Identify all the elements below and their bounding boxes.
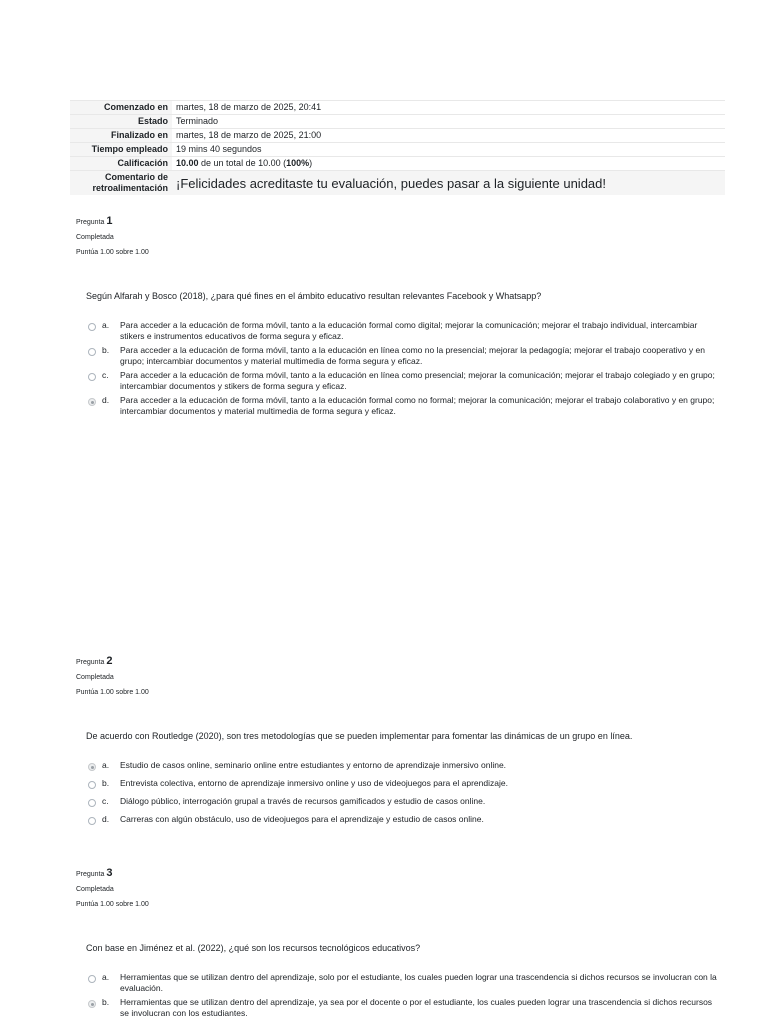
option-text: Herramientas que se utilizan dentro del aprendizaje, ya sea por el docente o por el estudiante, los cuales pueden lograr una trascendencia si dichos recursos se involucran con los estudiantes. — [120, 997, 713, 1018]
radio-button[interactable] — [88, 323, 96, 331]
summary-label: Calificación — [70, 157, 172, 171]
answer-option[interactable] — [88, 778, 718, 789]
summary-value: martes, 18 de marzo de 2025, 20:41 — [172, 101, 725, 115]
option-text: Para acceder a la educación de forma móvil, tanto a la educación formal como no formal; mejorar la comunicación; mejorar el trabajo colaborativo y en grupo; intercambiar documentos y material multimedia de forma segura y eficaz. — [120, 395, 715, 416]
option-text: Para acceder a la educación de forma móvil, tanto a la educación en línea como presencial; mejorar la comunicación; mejorar el trabajo colegiado y en grupo; intercambiar documentos y stikers de forma segura y eficaz. — [120, 370, 715, 391]
option-text: Para acceder a la educación de forma móvil, tanto a la educación formal como digital; mejorar la comunicación; mejorar el trabajo individual, intercambiar stikers e instrumentos educativos de forma segura y eficaz. — [120, 320, 698, 341]
option-letter: a. — [102, 760, 110, 770]
option-letter: d. — [102, 814, 110, 824]
option-letter: b. — [102, 778, 110, 788]
question-prefix: Pregunta — [76, 659, 105, 666]
question-text: Con base en Jiménez et al. (2022), ¿qué son los recursos tecnológicos educativos? — [86, 943, 421, 953]
question-state: Completada — [76, 674, 114, 681]
answer-options — [88, 972, 718, 1022]
option-letter: b. — [102, 345, 110, 355]
question-number: 3 — [106, 867, 113, 879]
answer-option[interactable] — [88, 972, 718, 993]
radio-button[interactable] — [88, 817, 96, 825]
summary-value — [172, 157, 725, 171]
answer-option[interactable] — [88, 320, 718, 341]
question-prefix: Pregunta — [76, 219, 105, 226]
summary-row-feedback — [70, 171, 725, 196]
answer-option[interactable] — [88, 814, 718, 825]
question-state: Completada — [76, 886, 114, 893]
question-info — [76, 214, 149, 260]
attempt-summary-table — [70, 100, 725, 195]
answer-option[interactable] — [88, 395, 718, 416]
question-state: Completada — [76, 234, 114, 241]
answer-options — [88, 320, 718, 420]
feedback-label-line2: retroalimentación — [92, 183, 168, 193]
question-grade: Puntúa 1.00 sobre 1.00 — [76, 901, 149, 908]
question-grade: Puntúa 1.00 sobre 1.00 — [76, 689, 149, 696]
grade-score: 10.00 — [176, 158, 199, 168]
summary-label: Estado — [70, 115, 172, 129]
question-grade: Puntúa 1.00 sobre 1.00 — [76, 249, 149, 256]
grade-middle: de un total de 10.00 ( — [198, 158, 287, 168]
question-text: Según Alfarah y Bosco (2018), ¿para qué fines en el ámbito educativo resultan relevantes Facebook y Whatsapp? — [86, 291, 542, 301]
answer-option[interactable] — [88, 796, 718, 807]
summary-row-state — [70, 115, 725, 129]
answer-option[interactable] — [88, 997, 718, 1018]
summary-label — [70, 171, 172, 196]
summary-value: martes, 18 de marzo de 2025, 21:00 — [172, 129, 725, 143]
feedback-message: ¡Felicidades acreditaste tu evaluación, puedes pasar a la siguiente unidad! — [172, 171, 725, 196]
option-text: Entrevista colectiva, entorno de aprendizaje inmersivo online y uso de videojuegos para el aprendizaje. — [120, 778, 508, 788]
summary-value: Terminado — [172, 115, 725, 129]
question-number: 2 — [106, 655, 113, 667]
question-info — [76, 654, 149, 700]
summary-value: 19 mins 40 segundos — [172, 143, 725, 157]
option-letter: d. — [102, 395, 110, 405]
option-letter: c. — [102, 370, 109, 380]
answer-option[interactable] — [88, 345, 718, 366]
answer-option[interactable] — [88, 370, 718, 391]
option-letter: a. — [102, 972, 110, 982]
radio-button[interactable] — [88, 373, 96, 381]
question-text: De acuerdo con Routledge (2020), son tres metodologías que se pueden implementar para fomentar las dinámicas de un grupo en línea. — [86, 731, 633, 741]
radio-button-selected[interactable] — [88, 763, 96, 771]
radio-button-selected[interactable] — [88, 398, 96, 406]
grade-percent: 100% — [286, 158, 310, 168]
option-text: Para acceder a la educación de forma móvil, tanto a la educación en línea como no la presencial; mejorar la pedagogía; mejorar el trabajo cooperativo y en grupo; intercambiar documentos y material multimedia de forma segura y eficaz. — [120, 345, 705, 366]
option-letter: a. — [102, 320, 110, 330]
option-text: Estudio de casos online, seminario online entre estudiantes y entorno de aprendizaje inmersivo online. — [120, 760, 507, 770]
grade-end: ) — [309, 158, 313, 168]
option-text: Carreras con algún obstáculo, uso de videojuegos para el aprendizaje y estudio de casos online. — [120, 814, 484, 824]
summary-label: Comenzado en — [70, 101, 172, 115]
summary-label: Finalizado en — [70, 129, 172, 143]
radio-button[interactable] — [88, 348, 96, 356]
summary-row-finished — [70, 129, 725, 143]
question-prefix: Pregunta — [76, 871, 105, 878]
answer-option[interactable] — [88, 760, 718, 771]
radio-button[interactable] — [88, 781, 96, 789]
summary-row-grade — [70, 157, 725, 171]
question-info — [76, 866, 149, 912]
option-letter: b. — [102, 997, 110, 1007]
summary-row-time-taken — [70, 143, 725, 157]
summary-label: Tiempo empleado — [70, 143, 172, 157]
question-number: 1 — [106, 215, 113, 227]
summary-row-started — [70, 101, 725, 115]
feedback-label-line1: Comentario de — [104, 172, 168, 182]
option-text: Diálogo público, interrogación grupal a través de recursos gamificados y estudio de casos online. — [120, 796, 486, 806]
option-text: Herramientas que se utilizan dentro del aprendizaje, solo por el estudiante, los cuales pueden lograr una trascendencia si dichos recursos se involucran con la evaluación. — [120, 972, 717, 993]
option-letter: c. — [102, 796, 109, 806]
radio-button[interactable] — [88, 975, 96, 983]
radio-button[interactable] — [88, 799, 96, 807]
answer-options — [88, 760, 718, 832]
radio-button-selected[interactable] — [88, 1000, 96, 1008]
